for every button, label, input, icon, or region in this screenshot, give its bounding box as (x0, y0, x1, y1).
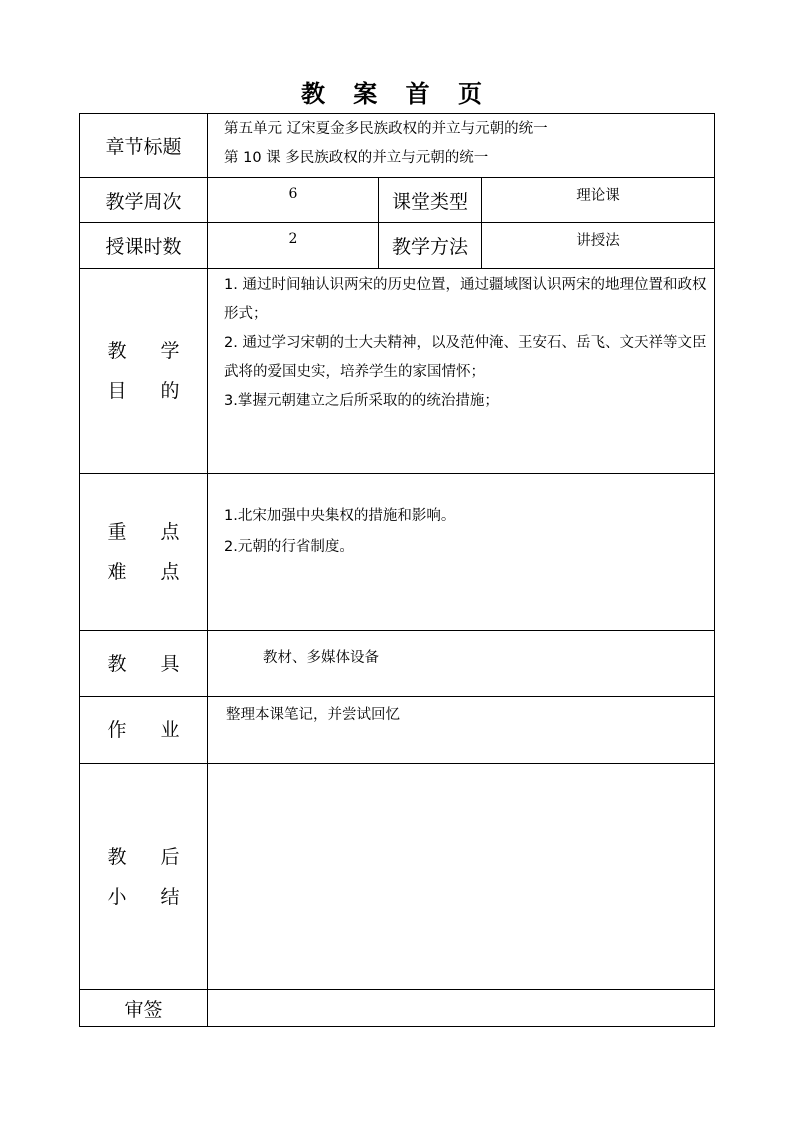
hours-label: 授课时数 (80, 223, 208, 269)
chapter-cell (208, 114, 715, 178)
summary-value (208, 764, 715, 990)
method-label: 教学方法 (379, 223, 482, 269)
tools-value: 教材、多媒体设备 (208, 631, 715, 697)
chapter-lesson-line: 第 10 课 多民族政权的并立与元朝的统一 (224, 150, 489, 166)
row-review (80, 990, 715, 1027)
review-value (208, 990, 715, 1027)
key-points-label-line-1: 重 点 (107, 521, 194, 543)
row-hours (80, 223, 715, 269)
homework-value: 整理本课笔记，并尝试回忆 (208, 697, 715, 764)
objective-item: 1. 通过时间轴认识两宋的历史位置，通过疆域图认识两宋的地理位置和政权形式； (224, 277, 707, 322)
row-homework (80, 697, 715, 764)
key-points-label (80, 474, 208, 631)
key-points-label-line-2: 难 点 (107, 561, 194, 583)
page-title: 教 案 首 页 (300, 80, 493, 108)
objectives-cell (208, 269, 715, 474)
review-label: 审签 (80, 990, 208, 1027)
chapter-label: 章节标题 (80, 114, 208, 178)
chapter-unit-line: 第五单元 辽宋夏金多民族政权的并立与元朝的统一 (224, 121, 548, 137)
row-summary (80, 764, 715, 990)
hours-value: 2 (208, 223, 379, 269)
objective-item: 3.掌握元朝建立之后所采取的的统治措施； (224, 393, 499, 409)
objectives-label-line-1: 教 学 (107, 340, 194, 362)
row-key-points (80, 474, 715, 631)
summary-label-line-1: 教 后 (107, 845, 194, 868)
class-type-value: 理论课 (482, 178, 715, 223)
key-point-item: 1.北宋加强中央集权的措施和影响。 (224, 508, 456, 524)
objective-item: 2. 通过学习宋朝的士大夫精神，以及范仲淹、王安石、岳飞、文天祥等文臣武将的爱国史实，培养学生的家国情怀； (224, 335, 707, 380)
key-point-item: 2.元朝的行省制度。 (224, 539, 354, 555)
week-label: 教学周次 (80, 178, 208, 223)
objectives-label (80, 269, 208, 474)
lesson-plan-table (79, 113, 715, 1027)
method-value: 讲授法 (482, 223, 715, 269)
key-points-cell (208, 474, 715, 631)
tools-label: 教 具 (80, 631, 208, 697)
homework-label: 作 业 (80, 697, 208, 764)
summary-label-line-2: 小 结 (107, 885, 194, 908)
summary-label (80, 764, 208, 990)
week-value: 6 (208, 178, 379, 223)
row-objectives (80, 269, 715, 474)
row-chapter (80, 114, 715, 178)
objectives-label-line-2: 目 的 (107, 380, 194, 402)
row-week (80, 178, 715, 223)
row-tools (80, 631, 715, 697)
class-type-label: 课堂类型 (379, 178, 482, 223)
